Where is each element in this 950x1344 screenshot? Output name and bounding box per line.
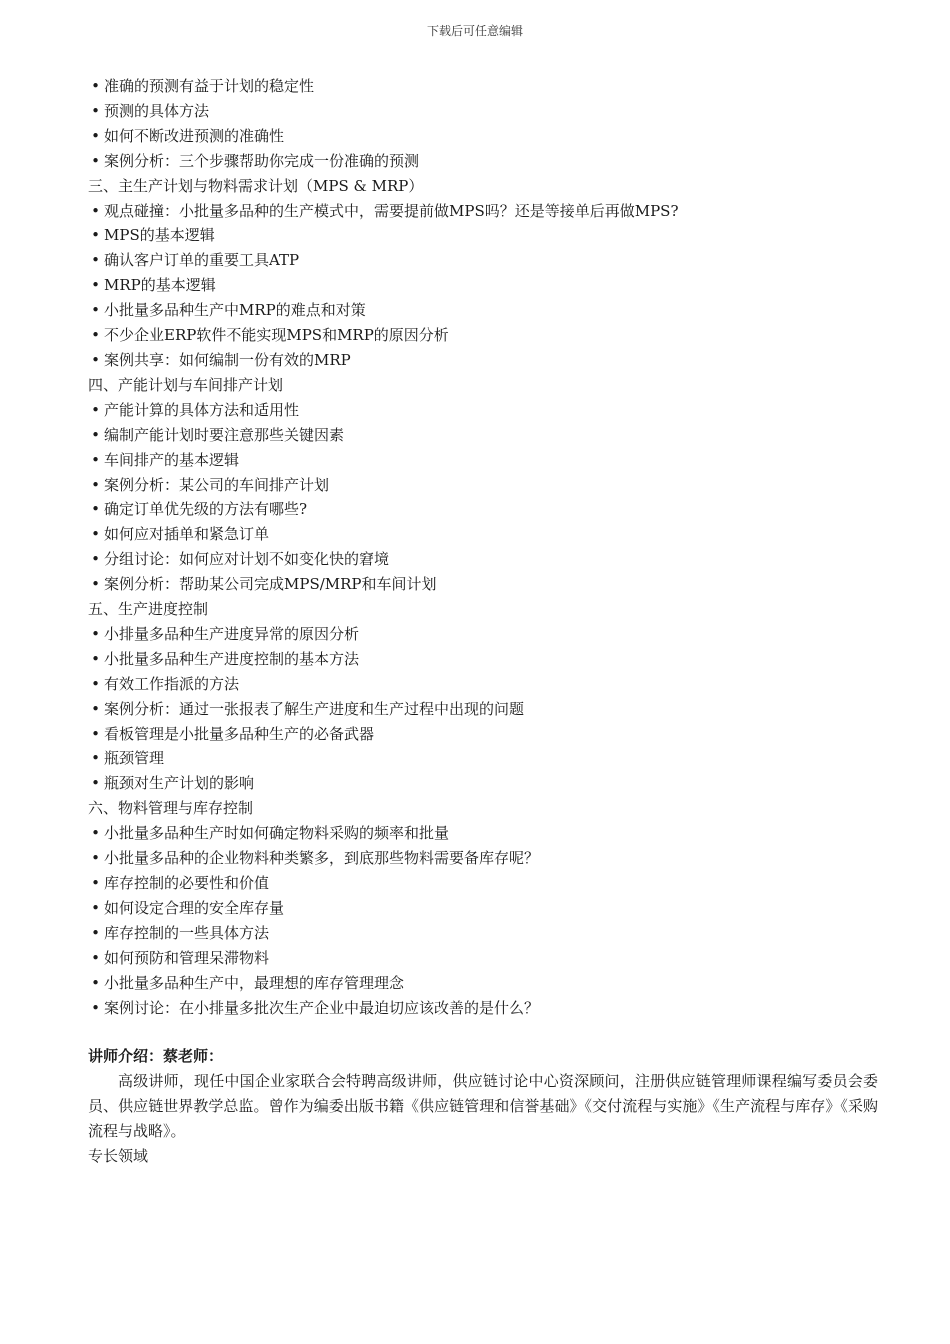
list-item <box>88 672 878 697</box>
bullet-icon: • <box>91 774 100 793</box>
bullet-icon: • <box>91 226 100 245</box>
list-item <box>88 149 878 174</box>
bullet-icon: • <box>91 749 100 768</box>
list-item <box>88 398 878 423</box>
instructor-heading: 讲师介绍：蔡老师： <box>88 1047 224 1066</box>
document-body <box>88 74 878 1169</box>
bullet-icon: • <box>91 724 100 743</box>
list-item <box>88 74 878 99</box>
list-item-text: 有效工作指派的方法 <box>104 674 240 693</box>
list-item-text: 案例共享：如何编制一份有效的MRP <box>104 350 351 369</box>
list-item <box>88 896 878 921</box>
list-item-text: 小批量多品种生产时如何确定物料采购的频率和批量 <box>104 824 450 843</box>
bullet-icon: • <box>91 126 100 145</box>
list-item <box>88 996 878 1021</box>
section-title: 六、物料管理与库存控制 <box>88 799 254 818</box>
list-item <box>88 572 878 597</box>
list-item-text: MRP的基本逻辑 <box>104 276 216 295</box>
bullet-icon: • <box>91 699 100 718</box>
list-item <box>88 124 878 149</box>
bullet-icon: • <box>91 874 100 892</box>
bullet-icon: • <box>91 500 100 519</box>
list-item <box>88 298 878 323</box>
list-item-text: 瓶颈管理 <box>104 749 165 768</box>
list-item-text: 小排量多品种生产进度异常的原因分析 <box>104 624 360 643</box>
list-item <box>88 323 878 348</box>
list-item <box>88 647 878 672</box>
bullet-icon: • <box>91 575 100 594</box>
list-item-text: 如何设定合理的安全库存量 <box>104 898 285 917</box>
list-item <box>88 99 878 124</box>
list-item <box>88 871 878 896</box>
list-item <box>88 522 878 547</box>
bullet-icon: • <box>91 350 100 369</box>
list-item-text: 产能计算的具体方法和适用性 <box>104 400 300 419</box>
list-item-text: 观点碰撞：小批量多品种的生产模式中，需要提前做MPS吗？还是等接单后再做MPS? <box>104 201 679 220</box>
list-item <box>88 722 878 747</box>
list-item-text: 确定订单优先级的方法有哪些? <box>104 500 308 519</box>
bullet-icon: • <box>91 425 100 444</box>
bullet-icon: • <box>91 251 100 270</box>
bullet-icon: • <box>91 624 100 643</box>
section-title: 五、生产进度控制 <box>88 600 209 619</box>
outline-section <box>88 74 878 174</box>
list-item <box>88 547 878 572</box>
bullet-icon: • <box>91 525 100 544</box>
list-item <box>88 921 878 946</box>
list-item-text: 案例分析：通过一张报表了解生产进度和生产过程中出现的问题 <box>104 699 525 718</box>
course-outline <box>88 74 878 1020</box>
bullet-icon: • <box>91 151 100 170</box>
list-item-text: 确认客户订单的重要工具ATP <box>104 251 300 270</box>
bullet-icon: • <box>91 550 100 569</box>
bullet-icon: • <box>91 973 100 992</box>
bullet-icon: • <box>91 101 100 120</box>
list-item <box>88 199 878 224</box>
outline-section <box>88 174 878 373</box>
list-item-text: 预测的具体方法 <box>104 101 210 120</box>
specialty-label: 专长领域 <box>88 1147 149 1166</box>
list-item-text: 如何预防和管理呆滞物料 <box>104 948 270 967</box>
list-item <box>88 946 878 971</box>
outline-section <box>88 373 878 597</box>
bullet-icon: • <box>91 824 100 843</box>
bullet-icon: • <box>91 998 100 1017</box>
bullet-icon: • <box>91 400 100 419</box>
list-item-text: 瓶颈对生产计划的影响 <box>104 774 255 793</box>
bullet-icon: • <box>91 475 100 494</box>
outline-section <box>88 796 878 1020</box>
bullet-icon: • <box>91 649 100 668</box>
list-item <box>88 348 878 373</box>
bullet-icon: • <box>91 898 100 917</box>
list-item-text: 分组讨论：如何应对计划不如变化快的窘境 <box>104 550 390 569</box>
list-item-text: 案例讨论：在小排量多批次生产企业中最迫切应该改善的是什么？ <box>104 998 540 1017</box>
bullet-icon: • <box>91 923 100 942</box>
section-title: 三、主生产计划与物料需求计划（MPS & MRP） <box>88 176 424 195</box>
list-item <box>88 448 878 473</box>
page-header: 下载后可任意编辑 <box>426 24 523 38</box>
list-item-text: 车间排产的基本逻辑 <box>104 450 240 469</box>
bullet-icon: • <box>91 948 100 967</box>
bullet-icon: • <box>91 301 100 320</box>
list-item-text: 如何应对插单和紧急订单 <box>104 525 270 544</box>
list-item-text: 案例分析：某公司的车间排产计划 <box>104 475 330 494</box>
list-item-text: 准确的预测有益于计划的稳定性 <box>104 77 315 95</box>
list-item-text: 库存控制的必要性和价值 <box>104 874 270 892</box>
list-item <box>88 746 878 771</box>
bullet-icon: • <box>91 326 100 345</box>
list-item-text: 小批量多品种生产进度控制的基本方法 <box>104 649 360 668</box>
list-item-text: 案例分析：三个步骤帮助你完成一份准确的预测 <box>104 151 420 170</box>
list-item-text: 不少企业ERP软件不能实现MPS和MRP的原因分析 <box>104 326 449 345</box>
list-item-text: 案例分析：帮助某公司完成MPS/MRP和车间计划 <box>104 575 437 594</box>
list-item <box>88 771 878 796</box>
list-item <box>88 473 878 498</box>
list-item-text: 看板管理是小批量多品种生产的必备武器 <box>104 724 375 743</box>
list-item <box>88 423 878 448</box>
section-title: 四、产能计划与车间排产计划 <box>88 375 284 394</box>
bullet-icon: • <box>91 849 100 868</box>
bullet-icon: • <box>91 674 100 693</box>
list-item-text: 小批量多品种生产中，最理想的库存管理理念 <box>104 973 405 992</box>
list-item-text: 小批量多品种的企业物料种类繁多，到底那些物料需要备库存呢？ <box>104 849 540 868</box>
list-item <box>88 248 878 273</box>
bullet-icon: • <box>91 77 100 95</box>
list-item <box>88 622 878 647</box>
list-item <box>88 497 878 522</box>
list-item-text: 库存控制的一些具体方法 <box>104 923 270 942</box>
list-item <box>88 821 878 846</box>
list-item-text: 小批量多品种生产中MRP的难点和对策 <box>104 301 366 320</box>
list-item <box>88 971 878 996</box>
list-item-text: MPS的基本逻辑 <box>104 226 215 245</box>
list-item <box>88 223 878 248</box>
bullet-icon: • <box>91 276 100 295</box>
list-item <box>88 846 878 871</box>
instructor-paragraph: 高级讲师，现任中国企业家联合会特聘高级讲师，供应链讨论中心资深顾问，注册供应链管理师课程编写委员会委员、供应链世界教学总监。曾作为编委出版书籍《供应链管理和信誉基础》《交付流程与实施》《生产流程与库存》《采购流程与战略》。 <box>88 1072 878 1141</box>
bullet-icon: • <box>91 201 100 220</box>
bullet-icon: • <box>91 450 100 469</box>
list-item <box>88 697 878 722</box>
list-item-text: 如何不断改进预测的准确性 <box>104 126 285 145</box>
outline-section <box>88 597 878 796</box>
list-item <box>88 273 878 298</box>
list-item-text: 编制产能计划时要注意那些关键因素 <box>104 425 345 444</box>
